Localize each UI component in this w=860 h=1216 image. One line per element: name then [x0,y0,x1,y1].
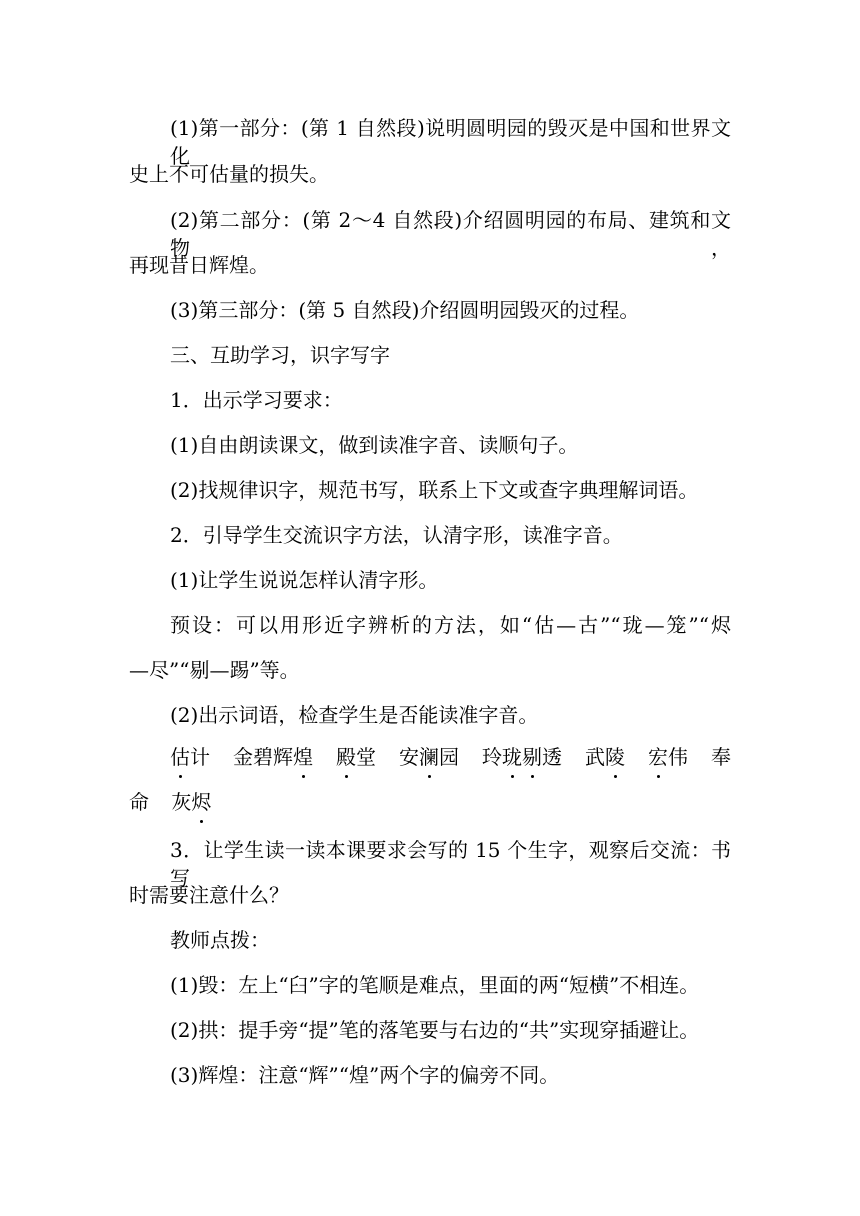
paragraph-line: —尽”“剔—踢”等。 [129,658,300,682]
vocab-line [129,788,731,816]
paragraph-line: 教师点拨： [170,928,270,952]
paragraph-line: (2)找规律识字，规范书写，联系上下文或查字典理解词语。 [170,478,699,502]
vocab-word: 金碧辉煌 [233,745,313,769]
paragraph-line: (3)辉煌：注意“辉”“煌”两个字的偏旁不同。 [170,1063,560,1087]
paragraph-line: (2)第二部分：(第 2～4 自然段)介绍圆明园的布局、建筑和文物， [170,208,731,260]
vocab-word: 安澜园 [399,745,459,769]
paragraph-line: 3．让学生读一读本课要求会写的 15 个生字，观察后交流：书写 [170,838,731,890]
vocab-word: 武陵 [585,745,625,769]
paragraph-line: 2．引导学生交流识字方法，认清字形，读准字音。 [170,523,623,547]
paragraph-line: (3)第三部分：(第 5 自然段)介绍圆明园毁灭的过程。 [170,298,640,322]
vocab-word: 命 [129,790,149,814]
paragraph-line: 1．出示学习要求： [170,388,343,412]
paragraph-line: (2)拱：提手旁“提”笔的落笔要与右边的“共”实现穿插避让。 [170,1018,700,1042]
vocab-word: 宏伟 [648,745,688,769]
paragraph-line: (1)自由朗读课文，做到读准字音、读顺句子。 [170,433,579,457]
vocab-word: 灰烬 [171,790,212,814]
vocab-line [170,743,731,771]
paragraph-line: 时需要注意什么？ [129,883,289,907]
vocab-word: 玲珑剔透 [482,745,562,769]
vocab-word: 奉 [711,745,731,769]
paragraph-line: (1)第一部分：(第 1 自然段)说明圆明园的毁灭是中国和世界文化 [170,116,731,168]
paragraph-line: (1)让学生说说怎样认清字形。 [170,568,439,592]
paragraph-line: 预设：可以用形近字辨析的方法，如“估—古”“珑—笼”“烬 [170,613,731,637]
paragraph-line: 史上不可估量的损失。 [129,162,329,186]
section-heading: 三、互助学习，识字写字 [170,343,390,367]
vocab-word: 估计 [170,745,210,769]
paragraph-line: (2)出示词语，检查学生是否能读准字音。 [170,703,539,727]
paragraph-line: 再现昔日辉煌。 [129,253,269,277]
paragraph-line: (1)毁：左上“臼”字的笔顺是难点，里面的两“短横”不相连。 [170,973,700,997]
vocab-word: 殿堂 [336,745,376,769]
